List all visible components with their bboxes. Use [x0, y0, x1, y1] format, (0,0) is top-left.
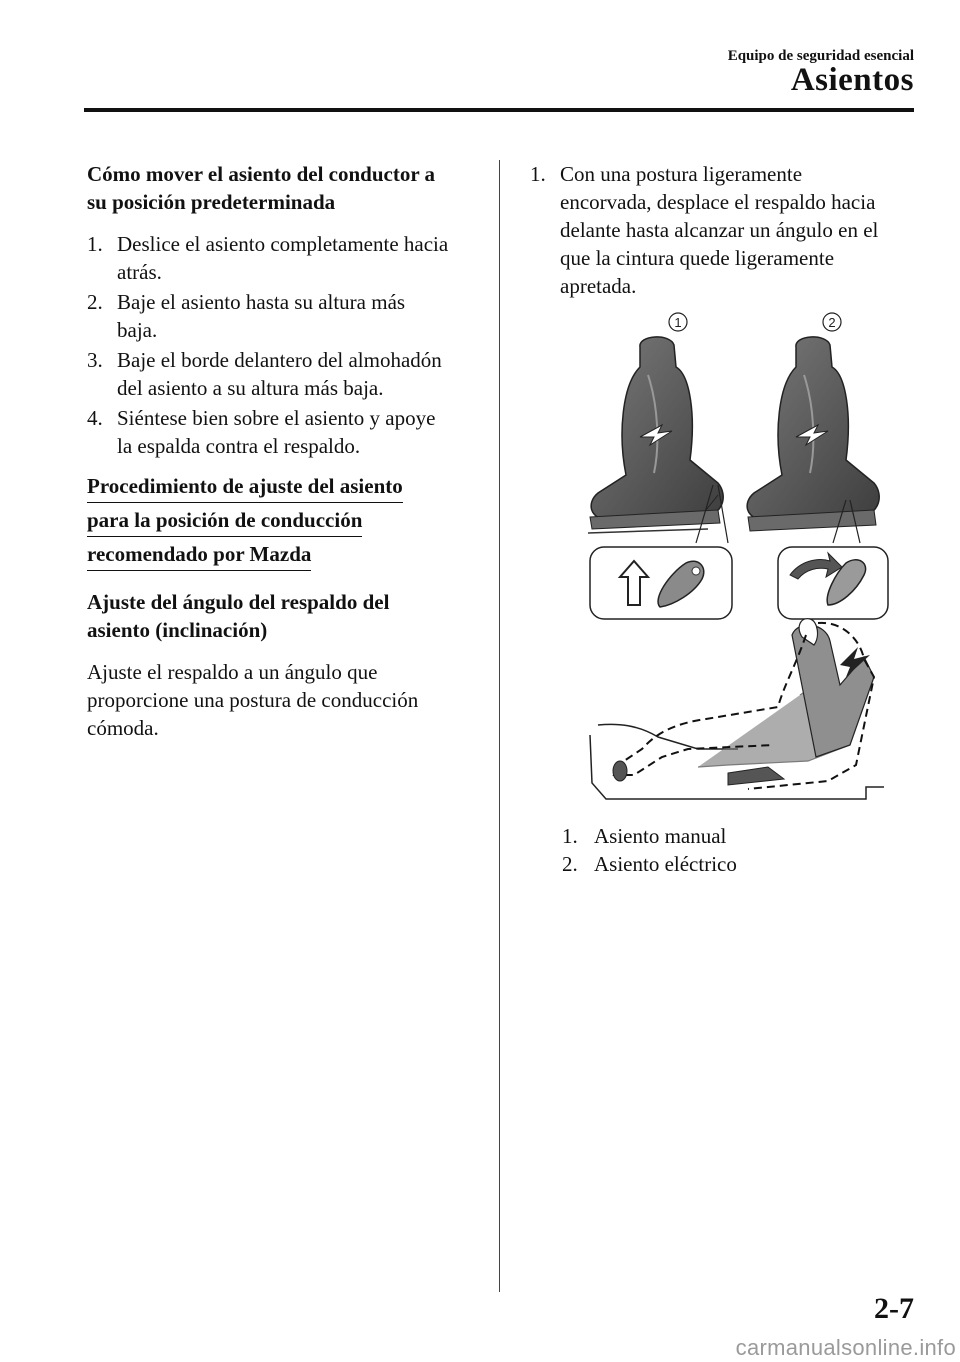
- callout-2: [823, 313, 841, 331]
- list-item: 2. Baje el asiento hasta su altura más baja.: [87, 290, 406, 342]
- left-column: [87, 160, 487, 742]
- right-column: [530, 160, 910, 312]
- list-item: 3. Baje el borde delantero del almohadón del asiento a su altura más baja.: [87, 348, 442, 400]
- recline-switch-box: [778, 547, 888, 619]
- list-item: 4. Siéntese bien sobre el asiento y apoye la espalda contra el respaldo.: [87, 406, 436, 458]
- power-seat-icon: [747, 337, 879, 531]
- recline-lever-box: [590, 547, 732, 619]
- section-label: Equipo de seguridad esencial: [727, 48, 914, 64]
- steps-list: [87, 230, 487, 460]
- page-title: Asientos: [790, 62, 914, 98]
- list-item: 2. Asiento eléctrico: [562, 852, 737, 876]
- heading-default-position: Cómo mover el asiento del conductor a su posición predeterminada: [87, 162, 436, 214]
- page-number: 2-7: [874, 1292, 914, 1325]
- body-paragraph: Ajuste el respaldo a un ángulo que proporcione una postura de conducción cómoda.: [87, 660, 419, 740]
- list-item: 1. Con una postura ligeramente encorvada, desplace el respaldo hacia delante hasta alcanzar un ángulo en el que la cintura quede ligeramente apretada.: [530, 162, 879, 298]
- heading-recommended-procedure: Procedimiento de ajuste del asiento para la posición de conducción recomendado por Mazda: [87, 472, 487, 574]
- heading-backrest-angle: Ajuste del ángulo del respaldo del asiento (inclinación): [87, 590, 390, 642]
- list-item: 1. Asiento manual: [562, 824, 727, 848]
- steps-list-right: [530, 160, 910, 300]
- watermark: carmanualsonline.info: [735, 1335, 956, 1360]
- header-divider: [84, 108, 914, 112]
- manual-seat-icon: [588, 337, 723, 533]
- seat-adjustment-illustration: [578, 305, 898, 810]
- driving-posture-diagram: [590, 619, 884, 799]
- list-item: 1. Deslice el asiento completamente hacia atrás.: [87, 232, 449, 284]
- callout-1: [669, 313, 687, 331]
- figure-caption: [562, 822, 862, 878]
- svg-text:1: 1: [674, 315, 682, 330]
- column-divider: [499, 160, 500, 1292]
- svg-text:2: 2: [828, 315, 836, 330]
